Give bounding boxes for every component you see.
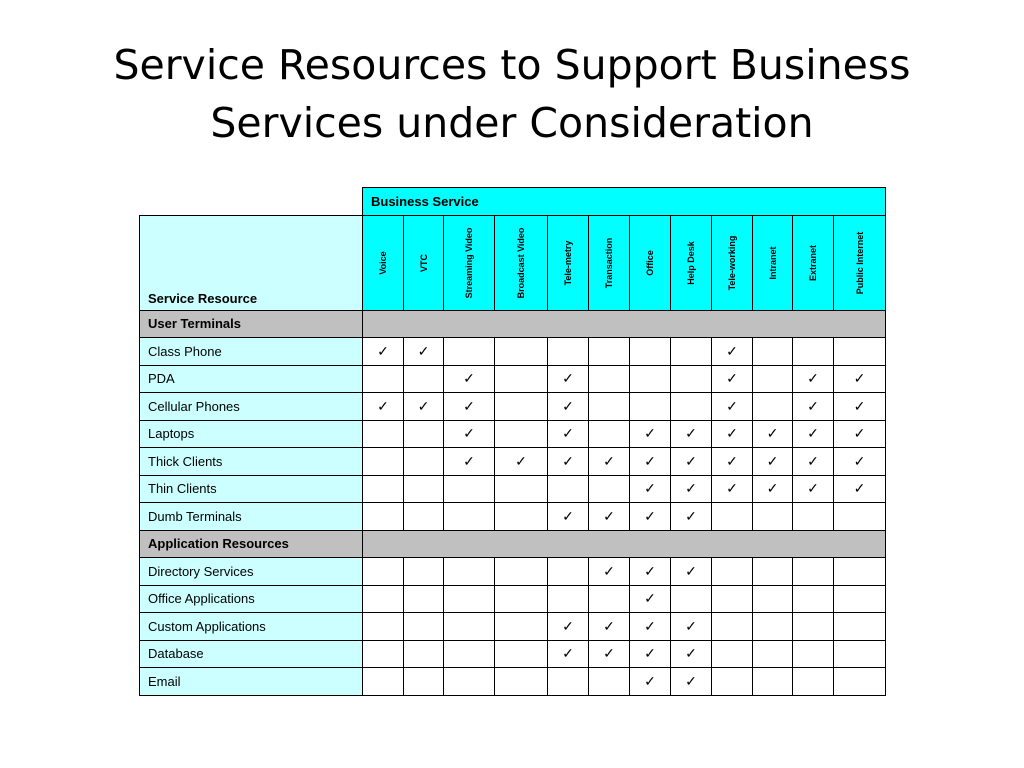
column-header-label: Tele-metry — [563, 240, 573, 285]
group-label: User Terminals — [140, 310, 363, 338]
empty-cell — [589, 365, 630, 393]
table-row — [140, 448, 886, 476]
empty-cell — [363, 365, 404, 393]
empty-cell — [753, 613, 793, 641]
empty-cell — [589, 338, 630, 366]
check-mark-cell: ✓ — [548, 448, 589, 476]
empty-cell — [753, 338, 793, 366]
check-mark-cell: ✓ — [834, 475, 886, 503]
table-row — [140, 365, 886, 393]
empty-cell — [495, 393, 548, 421]
check-mark-cell: ✓ — [712, 448, 753, 476]
row-label: Thin Clients — [140, 475, 363, 503]
check-mark-cell: ✓ — [671, 558, 712, 586]
check-mark-cell: ✓ — [444, 365, 495, 393]
column-header-row — [140, 215, 886, 310]
check-mark-cell: ✓ — [671, 503, 712, 531]
empty-cell — [793, 558, 834, 586]
empty-cell — [630, 365, 671, 393]
service-resource-header: Service Resource — [140, 215, 363, 310]
row-label: Custom Applications — [140, 613, 363, 641]
check-mark-cell: ✓ — [363, 393, 404, 421]
row-label: Directory Services — [140, 558, 363, 586]
empty-cell — [404, 640, 444, 668]
empty-cell — [834, 585, 886, 613]
empty-cell — [793, 585, 834, 613]
corner-cell — [140, 188, 363, 216]
check-mark-cell: ✓ — [630, 585, 671, 613]
check-mark-cell: ✓ — [589, 640, 630, 668]
row-label: Thick Clients — [140, 448, 363, 476]
table-row — [140, 393, 886, 421]
check-mark-cell: ✓ — [712, 420, 753, 448]
empty-cell — [404, 613, 444, 641]
check-mark-cell: ✓ — [671, 475, 712, 503]
column-header — [444, 215, 495, 310]
empty-cell — [363, 420, 404, 448]
empty-cell — [589, 585, 630, 613]
check-mark-cell: ✓ — [444, 448, 495, 476]
empty-cell — [753, 393, 793, 421]
table-row — [140, 338, 886, 366]
check-mark-cell: ✓ — [834, 393, 886, 421]
empty-cell — [753, 668, 793, 696]
column-header-label: Streaming Video — [464, 227, 474, 298]
row-label: Office Applications — [140, 585, 363, 613]
empty-cell — [495, 640, 548, 668]
empty-cell — [834, 558, 886, 586]
column-header-label: VTC — [418, 253, 429, 272]
column-header-label: Intranet — [767, 245, 778, 280]
empty-cell — [712, 503, 753, 531]
check-mark-cell: ✓ — [753, 475, 793, 503]
check-mark-cell: ✓ — [671, 668, 712, 696]
row-label: Database — [140, 640, 363, 668]
empty-cell — [834, 613, 886, 641]
empty-cell — [404, 585, 444, 613]
empty-cell — [363, 558, 404, 586]
group-header-row — [140, 530, 886, 558]
check-mark-cell: ✓ — [548, 640, 589, 668]
slide-title-line-2: Services under Consideration — [210, 99, 814, 147]
check-mark-cell: ✓ — [404, 338, 444, 366]
check-mark-cell: ✓ — [444, 393, 495, 421]
empty-cell — [548, 338, 589, 366]
empty-cell — [495, 668, 548, 696]
business-service-header-row — [140, 188, 886, 216]
check-mark-cell: ✓ — [753, 420, 793, 448]
check-mark-cell: ✓ — [548, 365, 589, 393]
check-mark-cell: ✓ — [671, 448, 712, 476]
empty-cell — [404, 365, 444, 393]
check-mark-cell: ✓ — [671, 613, 712, 641]
empty-cell — [444, 640, 495, 668]
empty-cell — [548, 475, 589, 503]
row-label: Cellular Phones — [140, 393, 363, 421]
empty-cell — [671, 393, 712, 421]
row-label: Laptops — [140, 420, 363, 448]
check-mark-cell: ✓ — [548, 503, 589, 531]
empty-cell — [712, 640, 753, 668]
empty-cell — [404, 503, 444, 531]
empty-cell — [753, 558, 793, 586]
empty-cell — [495, 613, 548, 641]
column-header — [495, 215, 548, 310]
check-mark-cell: ✓ — [712, 365, 753, 393]
check-mark-cell: ✓ — [712, 475, 753, 503]
column-header-label: Broadcast Video — [516, 227, 526, 298]
table-row — [140, 668, 886, 696]
empty-cell — [671, 338, 712, 366]
check-mark-cell: ✓ — [834, 448, 886, 476]
check-mark-cell: ✓ — [753, 448, 793, 476]
business-service-header: Business Service — [363, 188, 886, 216]
column-header — [363, 215, 404, 310]
empty-cell — [495, 365, 548, 393]
check-mark-cell: ✓ — [363, 338, 404, 366]
empty-cell — [363, 585, 404, 613]
empty-cell — [363, 448, 404, 476]
empty-cell — [589, 420, 630, 448]
check-mark-cell: ✓ — [712, 393, 753, 421]
empty-cell — [444, 338, 495, 366]
empty-cell — [404, 558, 444, 586]
check-mark-cell: ✓ — [671, 640, 712, 668]
empty-cell — [548, 585, 589, 613]
row-label: Email — [140, 668, 363, 696]
empty-cell — [495, 558, 548, 586]
check-mark-cell: ✓ — [630, 558, 671, 586]
check-mark-cell: ✓ — [630, 668, 671, 696]
empty-cell — [712, 668, 753, 696]
check-mark-cell: ✓ — [548, 613, 589, 641]
check-mark-cell: ✓ — [404, 393, 444, 421]
empty-cell — [404, 448, 444, 476]
empty-cell — [444, 558, 495, 586]
column-header-label: Public Internet — [854, 231, 865, 294]
empty-cell — [444, 585, 495, 613]
table-row — [140, 613, 886, 641]
check-mark-cell: ✓ — [589, 613, 630, 641]
group-fill — [363, 530, 886, 558]
check-mark-cell: ✓ — [630, 475, 671, 503]
column-header — [793, 215, 834, 310]
empty-cell — [753, 503, 793, 531]
check-mark-cell: ✓ — [589, 448, 630, 476]
empty-cell — [793, 640, 834, 668]
check-mark-cell: ✓ — [495, 448, 548, 476]
empty-cell — [753, 365, 793, 393]
check-mark-cell: ✓ — [712, 338, 753, 366]
check-mark-cell: ✓ — [548, 420, 589, 448]
empty-cell — [753, 640, 793, 668]
empty-cell — [548, 558, 589, 586]
table-row — [140, 503, 886, 531]
column-header-label: Tele-working — [727, 235, 737, 290]
check-mark-cell: ✓ — [630, 613, 671, 641]
empty-cell — [630, 393, 671, 421]
table-row — [140, 420, 886, 448]
empty-cell — [363, 503, 404, 531]
empty-cell — [712, 585, 753, 613]
empty-cell — [363, 475, 404, 503]
empty-cell — [404, 420, 444, 448]
column-header — [834, 215, 886, 310]
empty-cell — [834, 640, 886, 668]
empty-cell — [793, 668, 834, 696]
column-header-label: Help Desk — [686, 240, 696, 285]
group-label: Application Resources — [140, 530, 363, 558]
column-header-label: Voice — [378, 250, 388, 275]
table-row — [140, 558, 886, 586]
empty-cell — [671, 585, 712, 613]
empty-cell — [495, 338, 548, 366]
column-header — [753, 215, 793, 310]
check-mark-cell: ✓ — [793, 475, 834, 503]
row-label: PDA — [140, 365, 363, 393]
empty-cell — [753, 585, 793, 613]
table-row — [140, 640, 886, 668]
column-header — [671, 215, 712, 310]
check-mark-cell: ✓ — [589, 558, 630, 586]
check-mark-cell: ✓ — [834, 420, 886, 448]
empty-cell — [548, 668, 589, 696]
group-header-row — [140, 310, 886, 338]
row-label: Class Phone — [140, 338, 363, 366]
empty-cell — [495, 420, 548, 448]
column-header — [589, 215, 630, 310]
empty-cell — [404, 668, 444, 696]
empty-cell — [589, 393, 630, 421]
empty-cell — [495, 503, 548, 531]
empty-cell — [444, 668, 495, 696]
column-header — [630, 215, 671, 310]
empty-cell — [404, 475, 444, 503]
empty-cell — [444, 475, 495, 503]
empty-cell — [444, 613, 495, 641]
column-header-label: Office — [645, 249, 655, 276]
empty-cell — [495, 585, 548, 613]
slide-title — [0, 36, 1024, 152]
check-mark-cell: ✓ — [444, 420, 495, 448]
check-mark-cell: ✓ — [793, 420, 834, 448]
empty-cell — [444, 503, 495, 531]
empty-cell — [495, 475, 548, 503]
check-mark-cell: ✓ — [630, 640, 671, 668]
check-mark-cell: ✓ — [834, 365, 886, 393]
empty-cell — [671, 365, 712, 393]
empty-cell — [834, 503, 886, 531]
check-mark-cell: ✓ — [548, 393, 589, 421]
check-mark-cell: ✓ — [793, 448, 834, 476]
column-header — [548, 215, 589, 310]
column-header — [404, 215, 444, 310]
empty-cell — [712, 558, 753, 586]
check-mark-cell: ✓ — [793, 393, 834, 421]
service-resource-matrix — [139, 187, 886, 696]
table-row — [140, 585, 886, 613]
empty-cell — [630, 338, 671, 366]
empty-cell — [834, 338, 886, 366]
check-mark-cell: ✓ — [793, 365, 834, 393]
empty-cell — [363, 640, 404, 668]
group-fill — [363, 310, 886, 338]
empty-cell — [363, 613, 404, 641]
empty-cell — [793, 338, 834, 366]
empty-cell — [793, 503, 834, 531]
empty-cell — [363, 668, 404, 696]
check-mark-cell: ✓ — [630, 420, 671, 448]
check-mark-cell: ✓ — [671, 420, 712, 448]
empty-cell — [834, 668, 886, 696]
table-row — [140, 475, 886, 503]
column-header-label: Extranet — [808, 244, 818, 281]
slide-title-line-1: Service Resources to Support Business — [113, 41, 911, 89]
empty-cell — [589, 668, 630, 696]
empty-cell — [589, 475, 630, 503]
empty-cell — [793, 613, 834, 641]
empty-cell — [712, 613, 753, 641]
check-mark-cell: ✓ — [589, 503, 630, 531]
check-mark-cell: ✓ — [630, 503, 671, 531]
row-label: Dumb Terminals — [140, 503, 363, 531]
check-mark-cell: ✓ — [630, 448, 671, 476]
column-header — [712, 215, 753, 310]
column-header-label: Transaction — [604, 237, 614, 288]
